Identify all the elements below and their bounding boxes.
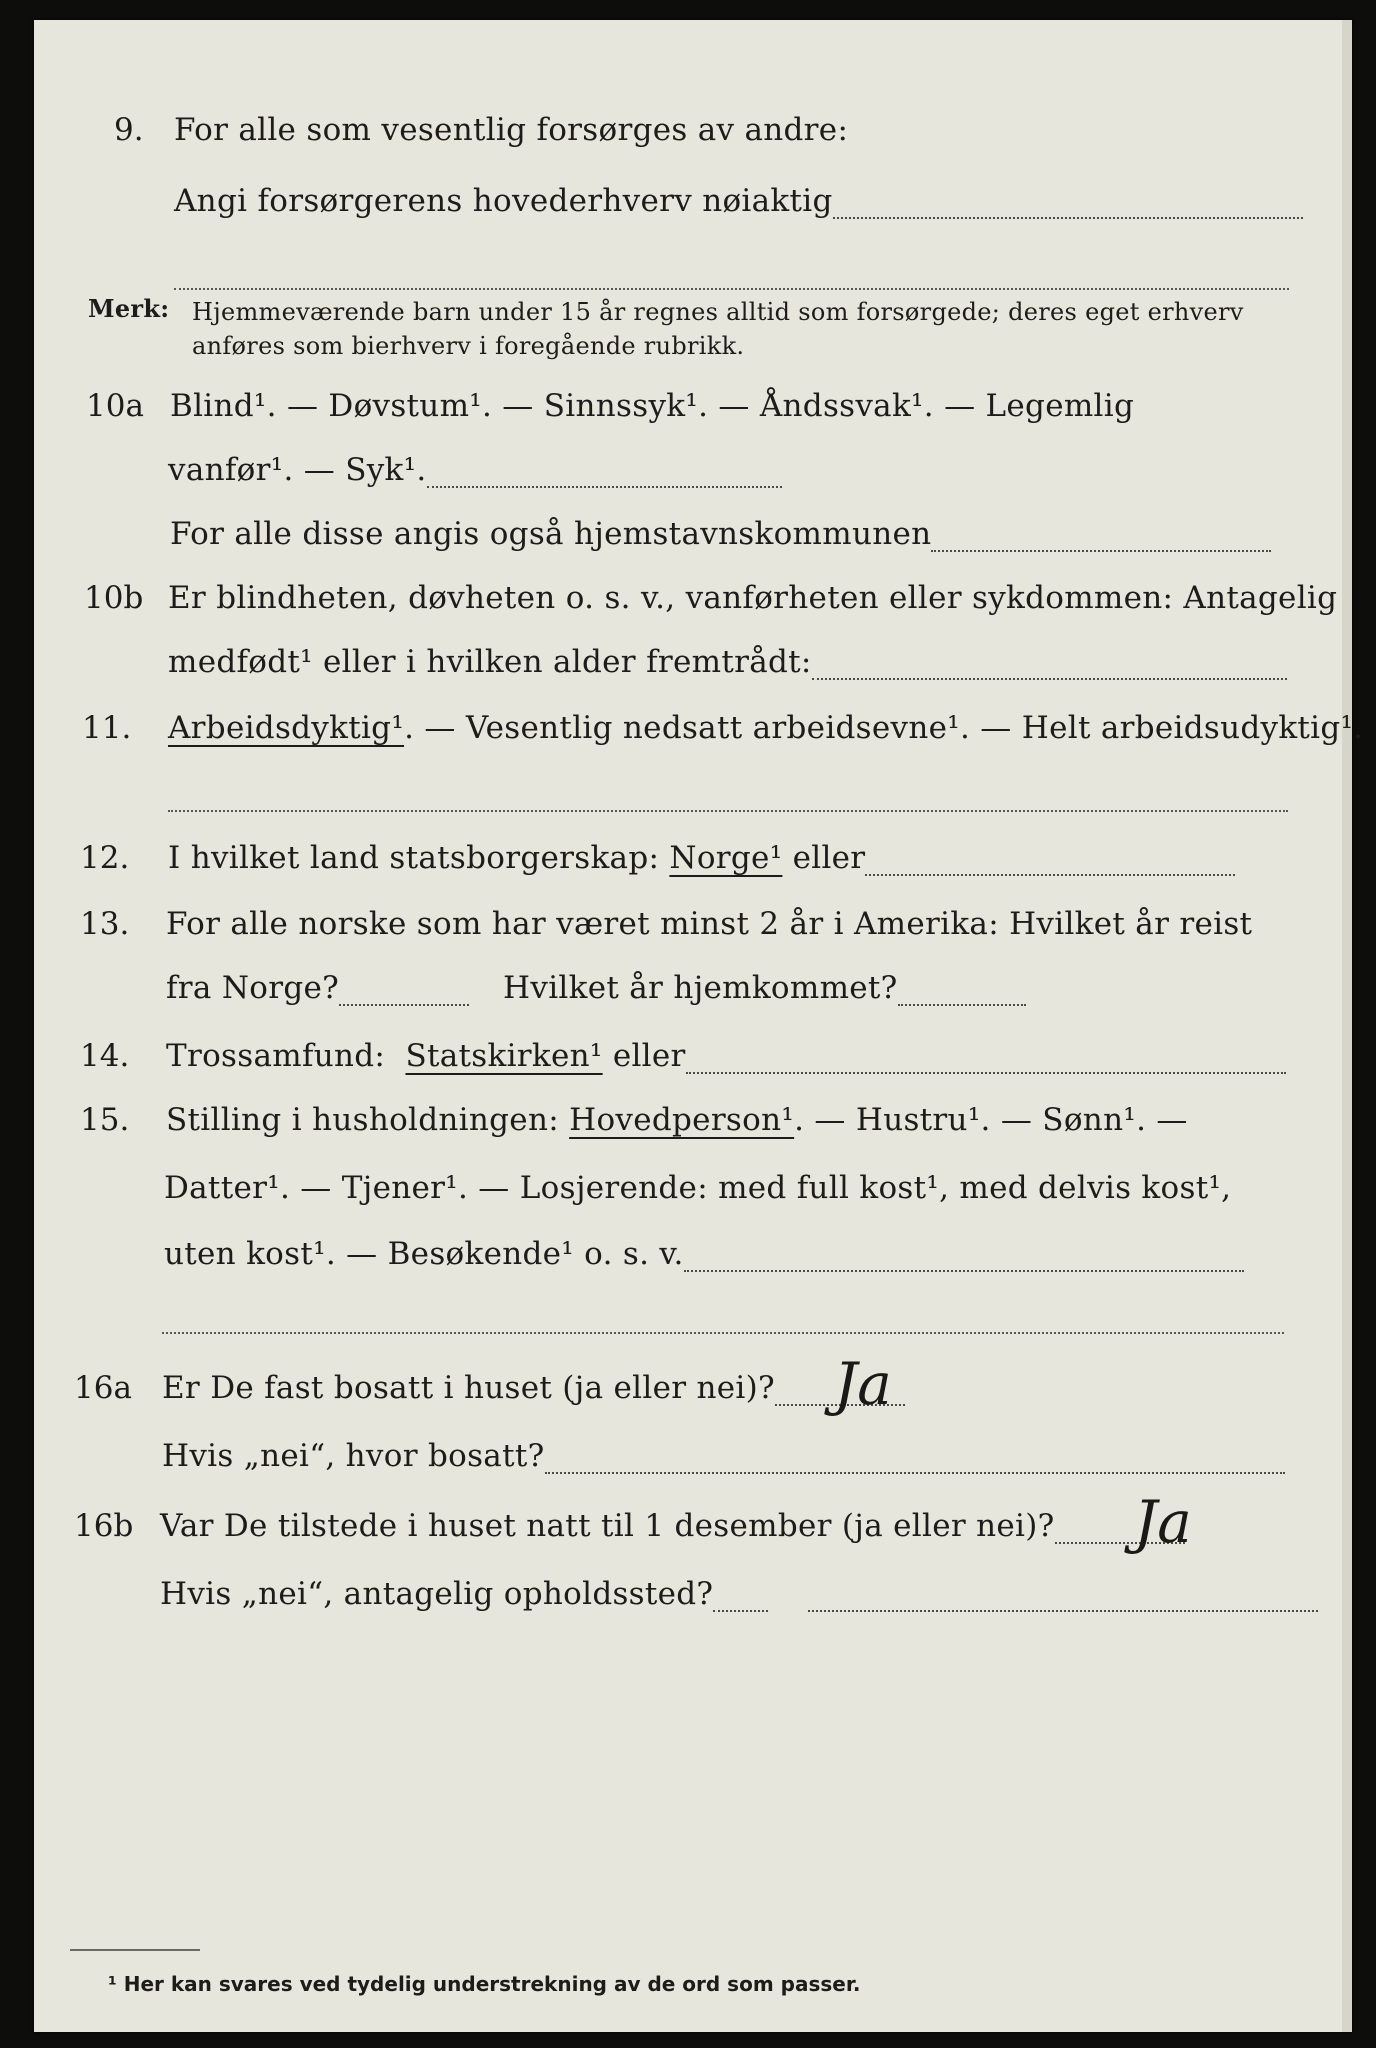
- q10a-line2-row: [168, 452, 782, 488]
- footnote-rule: [70, 1949, 200, 1951]
- q10b-line2-row: [168, 644, 1287, 680]
- q15-line2: Datter¹. — Tjener¹. — Losjerende: med full kost¹, med delvis kost¹,: [164, 1170, 1232, 1206]
- q9-answer-field[interactable]: [833, 191, 1303, 219]
- q10a-hjemstavn-field[interactable]: [931, 524, 1271, 552]
- q14-pre: Trossamfund:: [166, 1038, 386, 1074]
- q16a-line2: Hvis „nei“, hvor bosatt?: [162, 1438, 545, 1474]
- q12-number: 12.: [80, 840, 130, 876]
- q16b-line2: Hvis „nei“, antagelig opholdssted?: [160, 1576, 714, 1612]
- q15-pre: Stilling i husholdningen:: [166, 1102, 559, 1138]
- q10b-line2: medfødt¹ eller i hvilken alder fremtrådt:: [168, 644, 812, 680]
- q16b-number: 16b: [74, 1508, 134, 1544]
- q12-pre: I hvilket land statsborgerskap:: [168, 840, 660, 876]
- merk-line2: anføres som bierhverv i foregående rubrikk.: [192, 332, 745, 360]
- q11-number: 11.: [82, 710, 132, 746]
- q10b-number: 10b: [84, 580, 144, 616]
- q15-option-hovedperson[interactable]: Hovedperson¹: [569, 1102, 795, 1138]
- q16b-field-a[interactable]: [713, 1584, 768, 1612]
- q10b-line1: Er blindheten, døvheten o. s. v., vanførheten eller sykdommen: Antagelig: [168, 580, 1338, 616]
- q13-reist-field[interactable]: [339, 978, 469, 1006]
- q14-option-statskirken[interactable]: Statskirken¹: [405, 1038, 603, 1074]
- q12-option-norge[interactable]: Norge¹: [669, 840, 783, 876]
- q15-line1: [166, 1102, 1188, 1138]
- q13-line2: [166, 970, 1026, 1006]
- q15-answer-rule[interactable]: [162, 1332, 1284, 1334]
- q16a-line1: Er De fast bosatt i huset (ja eller nei)?: [162, 1370, 775, 1406]
- q14-post: eller: [612, 1038, 686, 1074]
- q15-answer-field[interactable]: [684, 1244, 1244, 1272]
- q16a-handwritten-answer: Ja: [834, 1350, 892, 1418]
- q16a-line2-row: [162, 1438, 1285, 1474]
- q9-line2: Angi forsørgerens hovederhverv nøiaktig: [174, 183, 833, 219]
- q10a-line2: vanfør¹. — Syk¹.: [168, 452, 427, 488]
- q9-answer-rule[interactable]: [174, 288, 1289, 290]
- q16b-line1: Var De tilstede i huset natt til 1 desember (ja eller nei)?: [160, 1508, 1055, 1544]
- q9-number: 9.: [114, 112, 144, 148]
- q15-line1-rest: . — Hustru¹. — Sønn¹. —: [794, 1102, 1188, 1138]
- q14-number: 14.: [80, 1038, 130, 1074]
- q10a-line3: For alle disse angis også hjemstavnskommunen: [170, 516, 932, 552]
- q12-post: eller: [792, 840, 866, 876]
- q11-answer-rule[interactable]: [168, 810, 1288, 812]
- merk-label: Merk:: [88, 294, 170, 323]
- q13-line2b: Hvilket år hjemkommet?: [503, 970, 898, 1006]
- q14-answer-field[interactable]: [686, 1046, 1286, 1074]
- q16b-opholdssted-field[interactable]: [808, 1584, 1318, 1612]
- q10a-line3-row: [170, 516, 1271, 552]
- q13-number: 13.: [80, 906, 130, 942]
- paper-edge: [1342, 20, 1352, 2032]
- q16b-line2-row: [160, 1576, 1318, 1612]
- q16b-handwritten-answer: Ja: [1134, 1488, 1192, 1556]
- q11-rest: . — Vesentlig nedsatt arbeidsevne¹. — Helt arbeidsudyktig¹.: [404, 710, 1364, 746]
- q11-option-arbeidsdyktig[interactable]: Arbeidsdyktig¹: [168, 710, 405, 746]
- q10b-answer-field[interactable]: [812, 652, 1287, 680]
- q16a-number: 16a: [74, 1370, 132, 1406]
- q9-line1: For alle som vesentlig forsørges av andre:: [174, 112, 849, 148]
- q16b-line1-row: [160, 1508, 1185, 1544]
- census-form-page: [34, 20, 1364, 2032]
- q15-number: 15.: [80, 1102, 130, 1138]
- q10a-syk-field[interactable]: [427, 460, 782, 488]
- q15-line3-row: [164, 1236, 1244, 1272]
- q14-line: [166, 1038, 1286, 1074]
- q15-line3: uten kost¹. — Besøkende¹ o. s. v.: [164, 1236, 684, 1272]
- q13-line1: For alle norske som har været minst 2 år i Amerika: Hvilket år reist: [166, 906, 1253, 942]
- merk-line1: Hjemmeværende barn under 15 år regnes alltid som forsørgede; deres eget erhverv: [192, 298, 1244, 326]
- q16a-line1-row: [162, 1370, 905, 1406]
- q11-line: [168, 710, 1363, 746]
- q9-line2-row: [174, 183, 1303, 219]
- q16a-bosatt-field[interactable]: [545, 1446, 1285, 1474]
- q12-answer-field[interactable]: [865, 848, 1235, 876]
- q12-line: [168, 840, 1235, 876]
- footnote: ¹ Her kan svares ved tydelig understrekning av de ord som passer.: [108, 1972, 861, 1996]
- q10a-line1: Blind¹. — Døvstum¹. — Sinnssyk¹. — Åndssvak¹. — Legemlig: [170, 388, 1135, 424]
- q10a-number: 10a: [86, 388, 144, 424]
- q13-hjemkommet-field[interactable]: [898, 978, 1026, 1006]
- q13-line2a: fra Norge?: [166, 970, 340, 1006]
